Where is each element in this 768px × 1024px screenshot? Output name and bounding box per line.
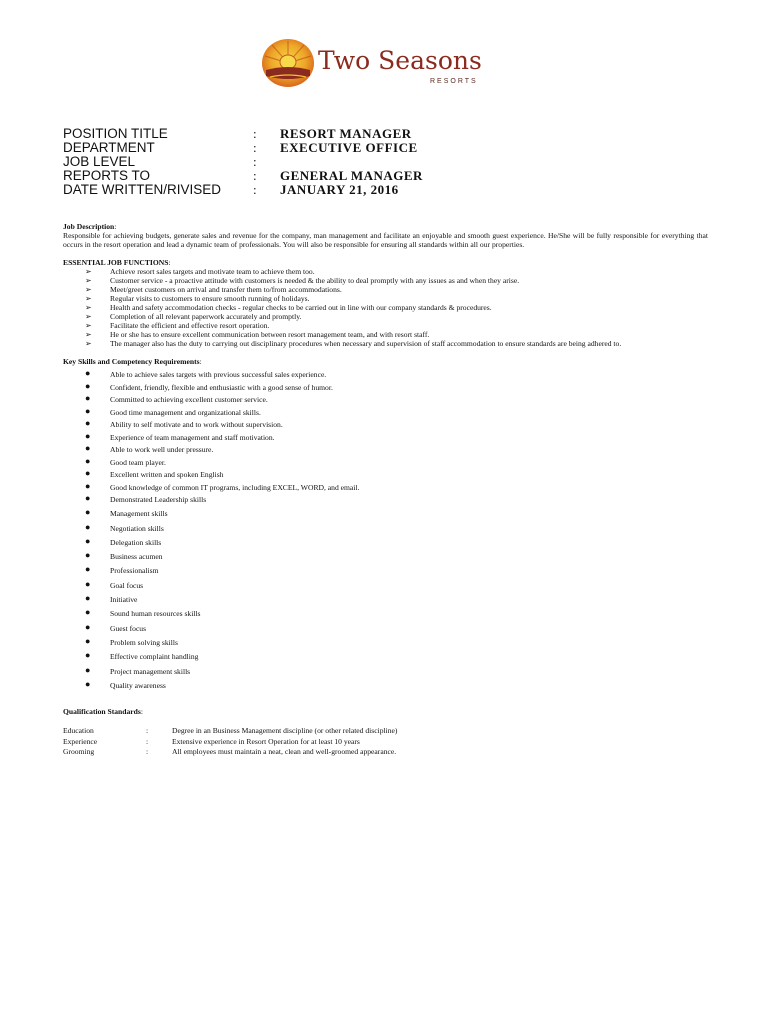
dot-bullet-icon: ● [85,507,91,518]
list-item: ● Committed to achieving excellent customer service. [85,393,268,404]
dot-bullet-icon: ● [85,678,91,689]
list-item: ● Professionalism [85,564,159,576]
info-colon: : [253,182,257,197]
dot-bullet-icon: ● [85,535,91,546]
arrow-bullet-icon: ➢ [85,303,92,312]
list-item: ➢ The manager also has the duty to carrying out disciplinary procedures when necessary and supervision of staff accommodation to ensure standards are being adhered to. [85,339,622,348]
list-item: ➢ Achieve resort sales targets and motivate team to achieve them too. [85,267,315,276]
document-body [63,222,708,758]
list-item: ➢ Customer service - a proactive attitude with customers is needed & the ability to deal promptly with any issues as and when they arise. [85,276,520,285]
dot-bullet-icon: ● [85,493,91,503]
dot-bullet-icon: ● [85,635,91,646]
info-row-department [63,140,743,154]
arrow-bullet-icon: ➢ [85,276,92,285]
list-item: ● Good knowledge of common IT programs, including EXCEL, WORD, and email. [85,480,360,492]
info-label: REPORTS TO [63,168,151,183]
list-item: ➢ Facilitate the efficient and effective resort operation. [85,321,270,330]
logo-subtitle: RESORTS [430,78,478,85]
dot-bullet-icon: ● [85,368,91,378]
qualification-row: Education : Degree in an Business Management discipline (or other related discipline) [63,726,398,736]
info-colon: : [253,168,257,183]
info-row-position-title [63,126,743,140]
list-item: ● Excellent written and spoken English [85,468,224,479]
dot-bullet-icon: ● [85,550,91,561]
list-item: ● Initiative [85,593,138,605]
dot-bullet-icon: ● [85,393,91,403]
list-item: ● Effective complaint handling [85,650,199,662]
arrow-bullet-icon: ➢ [85,312,92,321]
list-item: ➢ Meet/greet customers on arrival and transfer them to/from accommodations. [85,285,342,294]
list-item: ● Good time management and organizational skills. [85,405,261,417]
arrow-bullet-icon: ➢ [85,267,92,276]
list-item: ● Project management skills [85,664,191,676]
qualification-row: Grooming : All employees must maintain a neat, clean and well-groomed appearance. [63,747,397,757]
dot-bullet-icon: ● [85,380,91,391]
functions-heading: ESSENTIAL JOB FUNCTIONS: [63,258,171,267]
functions-list [63,267,708,348]
dot-bullet-icon: ● [85,521,91,532]
dot-bullet-icon: ● [85,418,91,428]
dot-bullet-icon: ● [85,405,91,416]
list-item: ● Good team player. [85,455,166,467]
info-colon: : [253,154,257,169]
dot-bullet-icon: ● [85,443,91,453]
skills-heading: Key Skills and Competency Requirements: [63,357,202,366]
job-description-heading: Job Description: [63,222,117,231]
dot-bullet-icon: ● [85,455,91,466]
dot-bullet-icon: ● [85,593,91,604]
qualification-table [63,726,708,758]
info-label: POSITION TITLE [63,126,168,141]
position-info-block [63,126,743,196]
dot-bullet-icon: ● [85,564,91,575]
list-item: ● Sound human resources skills [85,607,201,619]
info-row-reports-to [63,168,743,182]
arrow-bullet-icon: ➢ [85,294,92,303]
info-label: DEPARTMENT [63,140,155,155]
list-item: ● Able to achieve sales targets with previous successful sales experience. [85,368,327,379]
skills-list [63,370,708,695]
list-item: ● Delegation skills [85,535,162,547]
dot-bullet-icon: ● [85,607,91,618]
dot-bullet-icon: ● [85,468,91,478]
info-colon: : [253,126,257,141]
two-seasons-logo [260,36,520,92]
dot-bullet-icon: ● [85,650,91,661]
list-item: ● Negotiation skills [85,521,164,533]
list-item: ➢ He or she has to ensure excellent communication between resort management team, and with resort staff. [85,330,430,339]
list-item: ● Confident, friendly, flexible and enthusiastic with a good sense of humor. [85,380,333,392]
list-item: ● Goal focus [85,578,144,590]
info-label: DATE WRITTEN/RIVISED [63,182,222,197]
info-value: RESORT MANAGER [280,126,412,141]
job-description-text: Responsible for achieving budgets, generate sales and revenue for the company, man management and facilitate an enjoyable and smooth guest experience. He/She will be fully responsible for everything that occurs in the resort operation and lead a dynamic team of professionals. You will also be responsible for ensuring all standards within all our properties. [63,231,708,249]
list-item: ➢ Completion of all relevant paperwork accurately and promptly. [85,312,302,321]
qualification-row: Experience : Extensive experience in Resort Operation for at least 10 years [63,736,360,746]
info-row-job-level [63,154,743,168]
list-item: ● Guest focus [85,621,147,633]
list-item: ● Demonstrated Leadership skills [85,493,207,504]
info-row-date-written [63,182,743,196]
info-colon: : [253,140,257,155]
list-item: ● Quality awareness [85,678,166,690]
info-value: EXECUTIVE OFFICE [280,140,418,155]
dot-bullet-icon: ● [85,578,91,589]
arrow-bullet-icon: ➢ [85,321,92,330]
list-item: ● Ability to self motivate and to work without supervision. [85,418,283,429]
list-item: ● Business acumen [85,550,163,562]
dot-bullet-icon: ● [85,430,91,441]
logo-wordmark: Two Seasons [318,46,482,75]
info-label: JOB LEVEL [63,154,136,169]
dot-bullet-icon: ● [85,664,91,675]
list-item: ➢ Health and safety accommodation checks - regular checks to be carried out in line with our company standards & procedures. [85,303,492,312]
arrow-bullet-icon: ➢ [85,285,92,294]
dot-bullet-icon: ● [85,480,91,491]
arrow-bullet-icon: ➢ [85,339,92,348]
list-item: ● Management skills [85,507,168,519]
list-item: ➢ Regular visits to customers to ensure smooth running of holidays. [85,294,310,303]
arrow-bullet-icon: ➢ [85,330,92,339]
info-value: GENERAL MANAGER [280,168,423,183]
list-item: ● Able to work well under pressure. [85,443,214,454]
qualification-heading: Qualification Standards: [63,707,143,717]
list-item: ● Problem solving skills [85,635,178,647]
list-item: ● Experience of team management and staff motivation. [85,430,275,442]
info-value: JANUARY 21, 2016 [280,182,399,197]
dot-bullet-icon: ● [85,621,91,632]
sun-emblem-icon [260,36,316,90]
